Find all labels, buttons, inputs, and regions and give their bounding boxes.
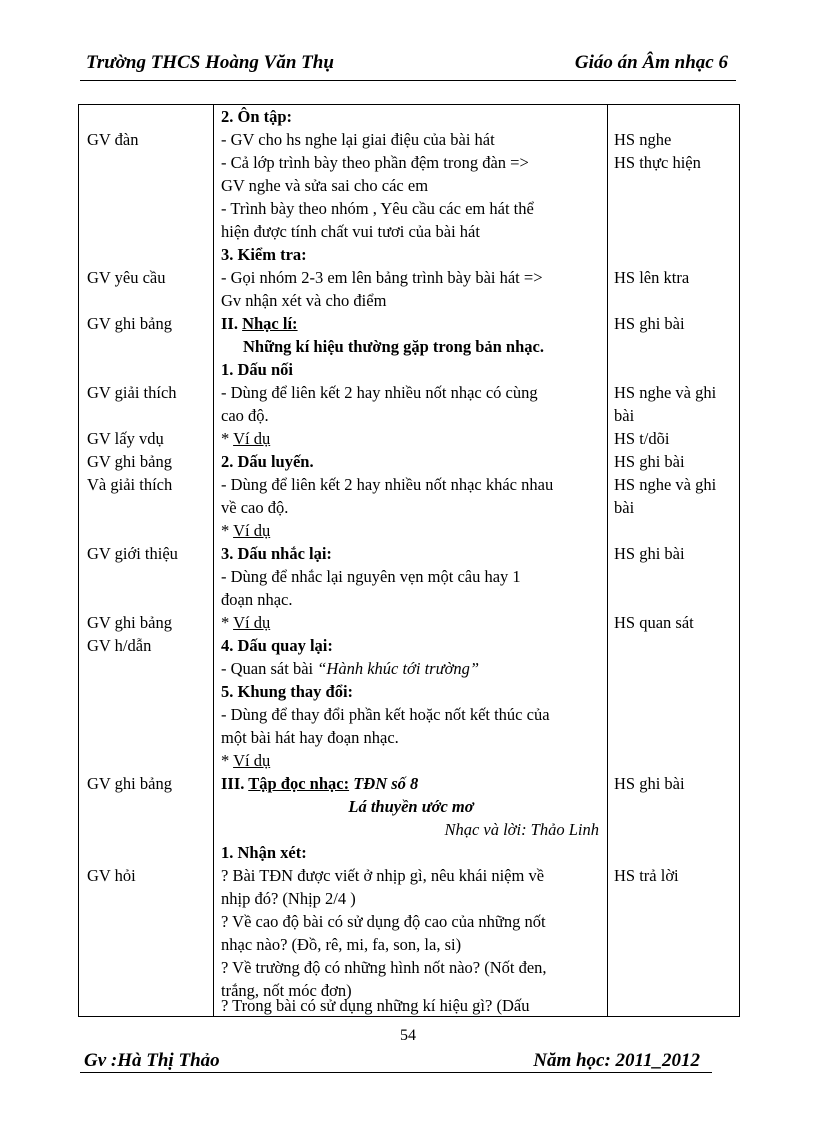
school-year: Năm học: 2011_2012 <box>533 1050 700 1071</box>
subject-title: Giáo án Âm nhạc 6 <box>574 52 728 73</box>
page-footer <box>80 1048 712 1073</box>
table-row: GV ghi bảng II. Nhạc lí: HS ghi bài <box>87 314 685 333</box>
table-row: 2. Ôn tập: <box>221 107 293 126</box>
table-row <box>79 795 739 818</box>
table-row: Những kí hiệu thường gặp trong bản nhạc. <box>243 337 544 356</box>
page-header <box>80 50 736 81</box>
table-row: 1. Nhận xét: <box>221 843 307 862</box>
table-row: về cao độ. bài <box>221 498 635 517</box>
section-title: Nhạc lí: <box>242 314 298 333</box>
table-row: GV h/dẫn 4. Dấu quay lại: <box>87 636 333 655</box>
table-row: ? Về cao độ bài có sử dụng độ cao của những nốt <box>221 912 546 931</box>
tdn-number: TĐN số 8 <box>353 774 419 793</box>
table-row <box>79 818 739 841</box>
page-number: 54 <box>400 1027 416 1044</box>
table-row: ? Về trường độ có những hình nốt nào? (Nốt đen, <box>221 958 547 977</box>
table-row: GV đàn - GV cho hs nghe lại giai điệu của bài hát HS nghe <box>87 130 672 149</box>
song-author: Nhạc và lời: Thảo Linh <box>444 820 599 839</box>
lesson-table <box>78 104 740 1017</box>
table-row: hiện được tính chất vui tươi của bài hát <box>221 222 480 241</box>
table-row: ? Trong bài có sử dụng những kí hiệu gì? (Dấu <box>221 996 530 1015</box>
song-title: Lá thuyền ước mơ <box>348 797 474 816</box>
table-row: GV hỏi ? Bài TĐN được viết ở nhịp gì, nêu khái niệm về HS trả lời <box>87 866 679 885</box>
song-reference: “Hành khúc tới trường” <box>317 659 480 678</box>
table-row: GV ghi bảng * Ví dụ HS quan sát <box>87 613 694 632</box>
table-row: - Cả lớp trình bày theo phần đệm trong đàn => HS thực hiện <box>221 153 701 172</box>
table-row: Gv nhận xét và cho điểm <box>221 291 387 310</box>
section-number: III. <box>221 774 249 793</box>
table-row: * Ví dụ <box>221 521 271 540</box>
table-row: Và giải thích - Dùng để liên kết 2 hay nhiều nốt nhạc khác nhau HS nghe và ghi <box>87 475 717 494</box>
table-row: * Ví dụ <box>221 751 271 770</box>
example-label: Ví dụ <box>233 429 271 448</box>
table-row: GV giới thiệu 3. Dấu nhắc lại: HS ghi bài <box>87 544 685 563</box>
table-row: nhịp đó? (Nhịp 2/4 ) <box>221 889 356 908</box>
section-title: Tập đọc nhạc: <box>248 774 350 793</box>
table-row: GV giải thích - Dùng để liên kết 2 hay nhiều nốt nhạc có cùng HS nghe và ghi <box>87 383 717 402</box>
table-row: 3. Kiểm tra: <box>221 245 307 264</box>
table-row: GV yêu cầu - Gọi nhóm 2-3 em lên bảng trình bày bài hát => HS lên ktra <box>87 268 690 287</box>
table-row: 5. Khung thay đổi: <box>221 682 354 701</box>
table-row: GV lấy vdụ * Ví dụ HS t/dõi <box>87 429 670 448</box>
table-row: - Dùng để thay đổi phần kết hoặc nốt kết thúc của <box>221 705 550 724</box>
table-row: một bài hát hay đoạn nhạc. <box>221 728 399 747</box>
example-label: Ví dụ <box>233 521 271 540</box>
table-row: trắng, nốt móc đơn) <box>221 981 352 1000</box>
table-row: đoạn nhạc. <box>221 590 293 609</box>
table-row: GV ghi bảng III. Tập đọc nhạc: TĐN số 8 HS ghi bài <box>87 774 685 793</box>
table-row: cao độ. bài <box>221 406 635 425</box>
teacher-name: Gv :Hà Thị Thảo <box>84 1050 220 1071</box>
table-row: 1. Dấu nối <box>221 360 293 379</box>
table-row: GV nghe và sửa sai cho các em <box>221 176 429 195</box>
example-label: Ví dụ <box>233 613 271 632</box>
table-row: nhạc nào? (Đồ, rê, mi, fa, son, la, si) <box>221 935 462 954</box>
section-number: II. <box>221 314 243 333</box>
table-row: - Dùng để nhắc lại nguyên vẹn một câu hay 1 <box>221 567 521 586</box>
school-name: Trường THCS Hoàng Văn Thụ <box>86 52 334 73</box>
table-row: - Quan sát bài “Hành khúc tới trường” <box>221 659 480 678</box>
table-row: - Trình bày theo nhóm , Yêu cầu các em hát thể <box>221 199 534 218</box>
table-row: GV ghi bảng 2. Dấu luyến. HS ghi bài <box>87 452 685 471</box>
example-label: Ví dụ <box>233 751 271 770</box>
